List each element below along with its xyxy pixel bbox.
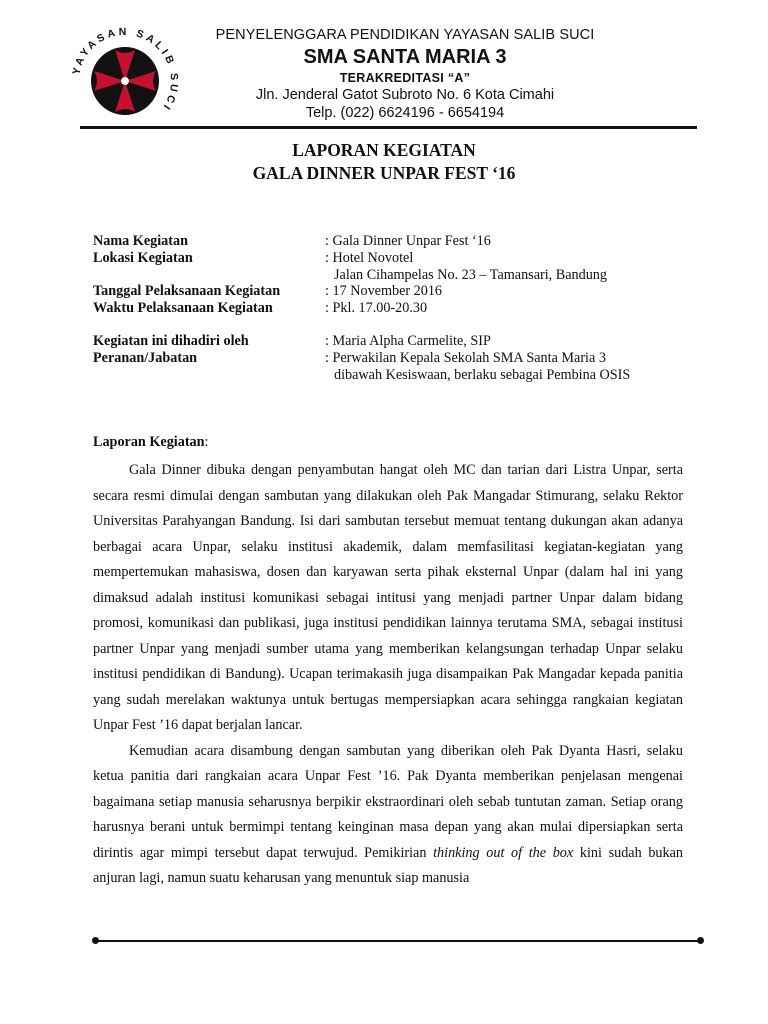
info-label: Peranan/Jabatan [93,349,198,366]
paragraph-emphasis: thinking out of the box [433,844,574,861]
info-value: : Gala Dinner Unpar Fest ‘16 [325,233,491,249]
footer-dot-right [697,937,704,944]
info-label: Nama Kegiatan [93,233,188,249]
info-value: : Perwakilan Kepala Sekolah SMA Santa Maria 3 [325,349,606,366]
letterhead [196,26,614,122]
letterhead-phone: Telp. (022) 6624196 - 6654194 [305,105,505,121]
info-gap [93,317,693,333]
info-row-tanggal [93,283,693,300]
info-row-hadir [93,333,693,350]
info-label: Kegiatan ini dihadiri oleh [93,332,249,349]
report-paragraph-1: Gala Dinner dibuka dengan penyambutan hangat oleh MC dan tarian dari Listra Unpar, serta secara resmi dimulai dengan sambutan yang dilakukan oleh Pak Mangadar Stimurang, selaku Rektor Universitas Parahyangan Bandung. Isi dari sambutan tersebut memuat tentang dukungan akan adanya berbagai acara Unpar, selaku institusi akademik, dalam memfasilitasi kegiatan-kegiatan yang mempertemukan mahasiswa, dosen dan karyawan serta pihak eksternal Unpar (dalam hal ini yang dimaksud adalah institusi komunikasi sebagai intitusi yang menjadi partner Unpar dalam bidang promosi, komunikasi dan publikasi, juga institusi pendidikan lainnya terutama SMA, sebagai institusi partner Unpar yang menjadi sumber utama yang memberikan kelangsungan terhadap Unpar selaku institusi pendidikan di Bandung). Ucapan terimakasih juga disampaikan Pak Mangadar kepada panitia yang sudah merelakan waktunya untuk bertugas mempersiapkan acara sehingga rangkaian kegiatan Unpar Fest ’16 dapat berjalan lancar. [93,462,683,733]
footer-divider [96,940,700,942]
report-heading [93,432,683,452]
school-logo [66,22,184,140]
paragraph-text: kini sudah bukan anjuran lagi, namun suatu keharusan yang menuntuk siap manusia [93,844,684,886]
letterhead-org: PENYELENGGARA PENDIDIKAN YAYASAN SALIB SUCI [215,27,595,43]
info-value: Jalan Cihampelas No. 23 – Tamansari, Bandung [334,266,607,283]
document-title: LAPORAN KEGIATAN [292,140,476,160]
info-row-peranan-cont [93,367,693,384]
info-value: : Maria Alpha Carmelite, SIP [325,332,491,349]
letterhead-address: Jln. Jenderal Gatot Subroto No. 6 Kota Cimahi [255,87,555,103]
info-label: Waktu Pelaksanaan Kegiatan [93,300,273,317]
report-colon: : [204,434,209,450]
info-row-lokasi [93,250,693,267]
logo-ring-text: YAYASAN SALIB SUCI [70,25,181,115]
document-subtitle: GALA DINNER UNPAR FEST ‘16 [252,163,516,183]
report-label: Laporan Kegiatan [93,434,205,450]
info-row-peranan [93,350,693,367]
report-body [93,458,683,892]
info-value: : Hotel Novotel [325,249,414,266]
activity-info [93,233,693,383]
logo-center-dot [121,77,129,85]
info-value: : Pkl. 17.00-20.30 [325,300,428,317]
info-row-waktu [93,300,693,317]
info-label: Tanggal Pelaksanaan Kegiatan [93,283,281,300]
info-label-empty [93,267,325,284]
info-label-empty [93,367,325,384]
info-label: Lokasi Kegiatan [93,249,193,266]
report-paragraph-2 [93,739,683,892]
letterhead-school: SMA SANTA MARIA 3 [303,46,507,68]
letterhead-accreditation: TERAKREDITASI “A” [339,71,471,85]
info-row-nama [93,233,693,250]
footer-dot-left [92,937,99,944]
info-value: dibawah Kesiswaan, berlaku sebagai Pembina OSIS [334,366,631,383]
info-value: : 17 November 2016 [325,283,443,300]
info-row-lokasi-cont [93,267,693,284]
paragraph-text: Kemudian acara disambung dengan sambutan yang diberikan oleh Pak Dyanta Hasri, selaku ketua panitia dari rangkaian acara Unpar Fest ’16. Pak Dyanta memberikan penjelasan mengenai bagaimana setiap manusia seharusnya berpikir ekstraordinari oleh sebab tuntutan zaman. Setiap orang harusnya berani untuk bermimpi tentang keinginan masa depan yang akan mulai dipersiapkan serta dirintis agar mimpi tersebut dapat terwujud. Pemikirian [93,742,683,861]
letterhead-divider [80,126,697,129]
